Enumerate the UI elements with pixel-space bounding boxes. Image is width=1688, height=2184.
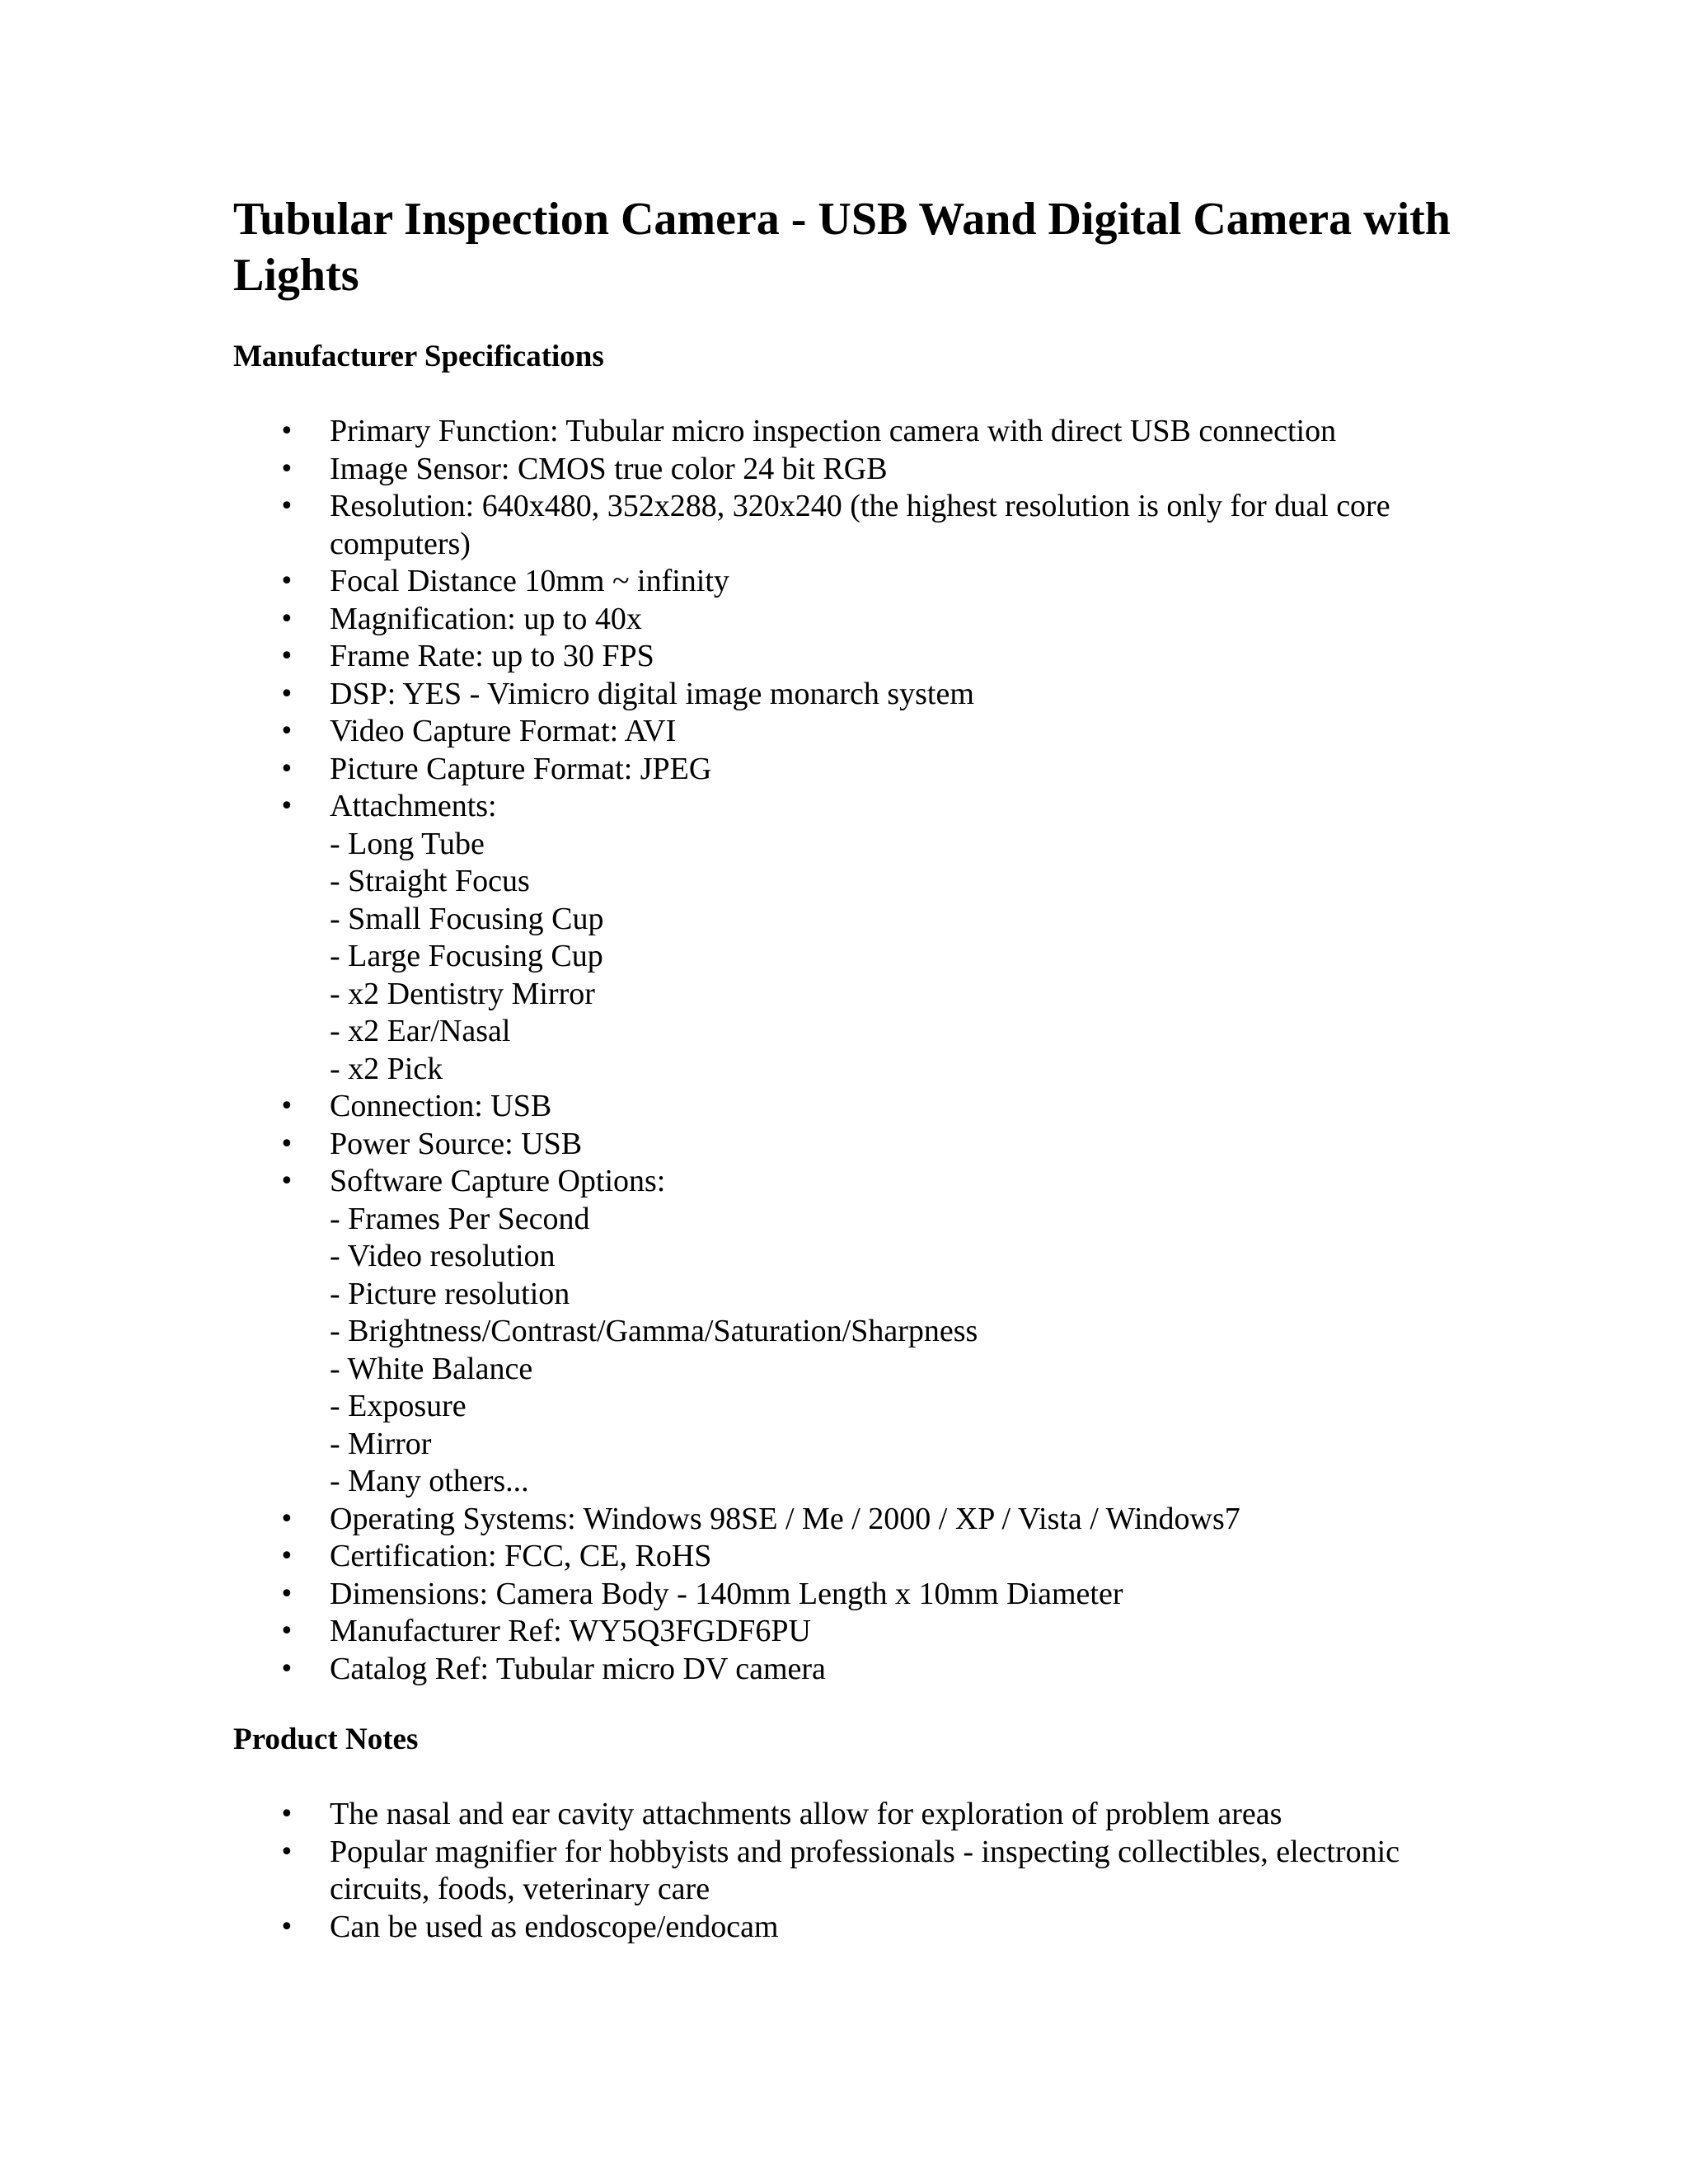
sub-list-item: - Frames Per Second <box>330 1201 590 1236</box>
list-item-text: Picture Capture Format: JPEG <box>330 751 712 786</box>
list-item-text: The nasal and ear cavity attachments allow for exploration of problem areas <box>330 1797 1282 1831</box>
list-item-text: Can be used as endoscope/endocam <box>330 1909 779 1944</box>
list-item <box>233 1834 1470 1909</box>
sub-list-item: - Long Tube <box>330 826 485 861</box>
bullet-icon: • <box>279 642 294 671</box>
sub-list-item: - Straight Focus <box>330 864 530 898</box>
list-item-text: Magnification: up to 40x <box>330 601 642 636</box>
list-item <box>233 1613 1470 1651</box>
bullet-icon: • <box>279 1129 294 1159</box>
list-item-text: Software Capture Options: <box>330 1164 666 1198</box>
list-item-text: Dimensions: Camera Body - 140mm Length x 10mm Diameter <box>330 1576 1123 1611</box>
list-item <box>233 1651 1470 1689</box>
list-item <box>233 563 1470 601</box>
sub-list-item: - x2 Dentistry Mirror <box>330 976 595 1011</box>
list-item <box>233 488 1470 563</box>
list-item-text: Primary Function: Tubular micro inspection camera with direct USB connection <box>330 414 1337 448</box>
sub-list-item: - Brightness/Contrast/Gamma/Saturation/Sharpness <box>330 1314 978 1348</box>
list-item <box>233 676 1470 714</box>
bullet-icon: • <box>279 567 294 596</box>
bullet-icon: • <box>279 1617 294 1646</box>
list-item-text: Operating Systems: Windows 98SE / Me / 2000 / XP / Vista / Windows7 <box>330 1501 1240 1536</box>
bullet-icon: • <box>279 679 294 709</box>
bullet-icon: • <box>279 417 294 446</box>
list-item <box>233 1501 1470 1539</box>
bullet-icon: • <box>279 792 294 821</box>
bullet-icon: • <box>279 1837 294 1867</box>
sub-list-item: - x2 Pick <box>330 1051 443 1086</box>
list-item <box>233 1796 1470 1834</box>
bullet-icon: • <box>279 1167 294 1196</box>
list-item-text: Manufacturer Ref: WY5Q3FGDF6PU <box>330 1614 811 1648</box>
bullet-icon: • <box>279 1092 294 1121</box>
list-item-text: Attachments: <box>330 789 497 823</box>
list-item <box>233 1088 1470 1126</box>
list-item <box>233 1126 1470 1164</box>
bullet-icon: • <box>279 454 294 484</box>
sub-list-item: - Small Focusing Cup <box>330 901 604 936</box>
document-content <box>233 191 1470 1946</box>
list-item <box>233 1538 1470 1576</box>
sub-list-item: - Video resolution <box>330 1239 556 1273</box>
bullet-icon: • <box>279 1800 294 1829</box>
sub-list-item: - Picture resolution <box>330 1276 570 1311</box>
list-item <box>233 451 1470 489</box>
list-item-text: Focal Distance 10mm ~ infinity <box>330 564 729 598</box>
specs-list <box>233 413 1470 1688</box>
list-item <box>233 751 1470 789</box>
bullet-icon: • <box>279 1504 294 1534</box>
sub-list-item: - Mirror <box>330 1426 432 1461</box>
list-item <box>233 638 1470 676</box>
list-item <box>233 713 1470 751</box>
list-item-text: Connection: USB <box>330 1089 552 1123</box>
bullet-icon: • <box>279 717 294 746</box>
list-item-text: DSP: YES - Vimicro digital image monarch system <box>330 676 974 711</box>
list-item <box>233 1163 1470 1501</box>
list-item-text: Video Capture Format: AVI <box>330 714 677 748</box>
notes-list <box>233 1796 1470 1946</box>
bullet-icon: • <box>279 604 294 634</box>
list-item-text: Resolution: 640x480, 352x288, 320x240 (the highest resolution is only for dual core computers) <box>330 489 1390 561</box>
list-item <box>233 413 1470 451</box>
sub-list-item: - x2 Ear/Nasal <box>330 1014 511 1048</box>
list-item-text: Certification: FCC, CE, RoHS <box>330 1539 712 1573</box>
list-item-text: Catalog Ref: Tubular micro DV camera <box>330 1651 826 1686</box>
bullet-icon: • <box>279 492 294 521</box>
sub-list-item: - Large Focusing Cup <box>330 939 603 973</box>
bullet-icon: • <box>279 1912 294 1942</box>
bullet-icon: • <box>279 1579 294 1609</box>
list-item-text: Image Sensor: CMOS true color 24 bit RGB <box>330 451 888 486</box>
bullet-icon: • <box>279 754 294 784</box>
specs-heading: Manufacturer Specifications <box>233 340 604 373</box>
list-item <box>233 788 1470 1088</box>
notes-heading: Product Notes <box>233 1722 419 1756</box>
list-item-text: Popular magnifier for hobbyists and professionals - inspecting collectibles, electronic circuits, foods, veterinary care <box>330 1834 1400 1906</box>
sub-list-item: - Exposure <box>330 1389 467 1423</box>
list-item-text: Frame Rate: up to 30 FPS <box>330 639 654 673</box>
page-title: Tubular Inspection Camera - USB Wand Digital Camera with Lights <box>233 194 1451 301</box>
bullet-icon: • <box>279 1654 294 1684</box>
sub-list-item: - Many others... <box>330 1464 529 1498</box>
sub-list-item: - White Balance <box>330 1351 533 1386</box>
list-item <box>233 601 1470 639</box>
list-item <box>233 1576 1470 1614</box>
list-item-text: Power Source: USB <box>330 1126 583 1161</box>
bullet-icon: • <box>279 1542 294 1571</box>
list-item <box>233 1909 1470 1947</box>
